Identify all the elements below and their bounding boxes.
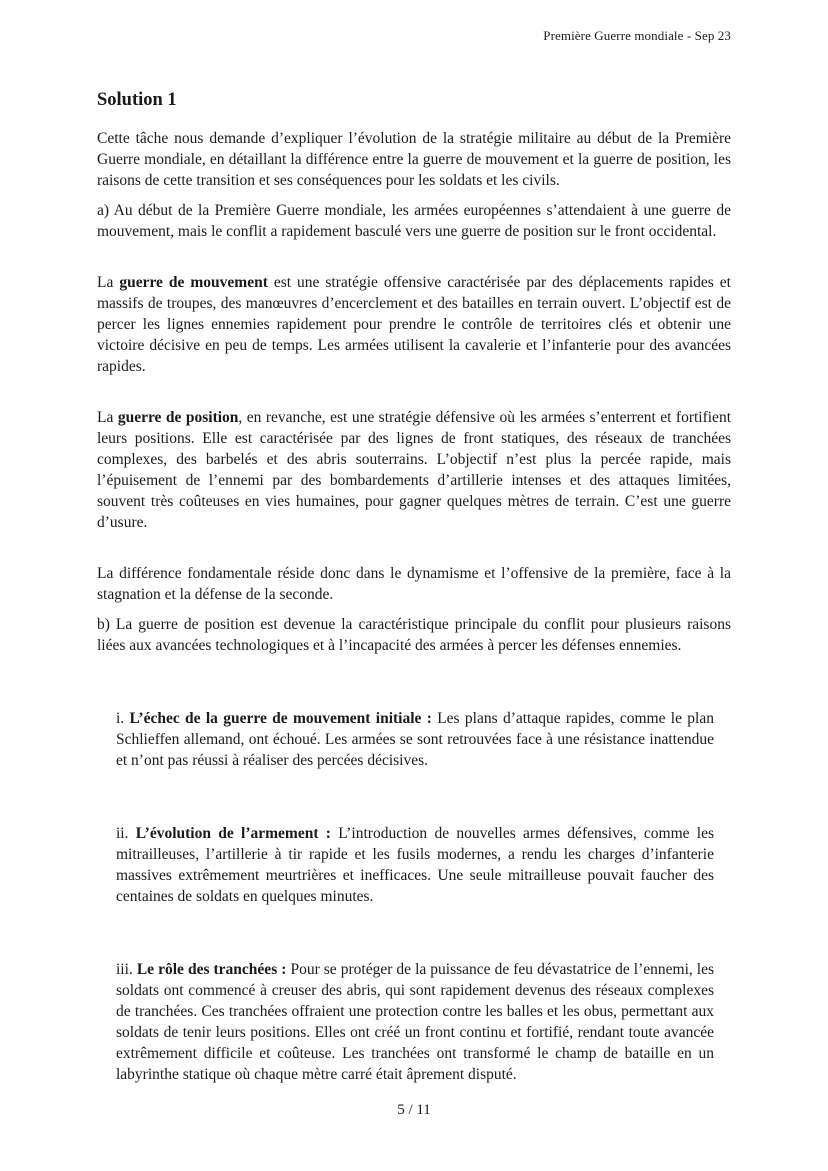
paragraph-guerre-de-mouvement [97,272,731,377]
text-segment: La [97,274,120,291]
header-running-title: Première Guerre mondiale - Sep 23 [543,28,731,43]
paragraph-part-b-intro [97,614,731,656]
text-segment: est une stratégie offensive caractérisée par des déplacements rapides et massifs de troupes, des manœuvres d’encerclement et des batailles en terrain ouvert. L’objectif est de percer les lignes ennemies rapidement pour prendre le contrôle de territoires clés et obtenir une victoire décisive en peu de temps. Les armées utilisent la cavalerie et l’infanterie pour des avancées rapides. [97,274,731,375]
page-footer [0,1102,828,1119]
list-item-echec-guerre-mouvement [116,708,714,771]
page-number: 5 / 11 [397,1102,431,1118]
text-segment: b) La guerre de position est devenue la caractéristique principale du conflit pour plusieurs raisons liées aux avancées technologiques et à l’incapacité des armées à percer les défenses ennemies. [97,616,731,654]
list-marker: iii. [116,961,137,978]
bold-term-guerre-de-position: guerre de position [117,409,239,426]
list-item-role-tranchees [116,959,714,1085]
text-segment: Pour se protéger de la puissance de feu dévastatrice de l’ennemi, les soldats ont commencé à creuser des abris, qui sont rapidement devenus des réseaux complexes de tranchées. Ces tranchées offraient une protection contre les balles et les obus, permettant aux soldats de tenir leurs positions. Elles ont créé un front continu et fortifié, rendant toute avancée extrêmement difficile et coûteuse. Les tranchées ont transformé le champ de bataille en un labyrinthe statique où chaque mètre carré était âprement disputé. [116,961,715,1083]
paragraph-guerre-de-position [97,407,731,533]
page-header [97,28,731,44]
bold-list-heading: L’évolution de l’armement : [135,825,331,842]
page-body [97,90,731,1085]
paragraph-difference-fondamentale [97,563,731,605]
bold-list-heading: L’échec de la guerre de mouvement initiale : [129,710,432,727]
bold-list-heading: Le rôle des tranchées : [136,961,287,978]
text-segment: L’introduction de nouvelles armes défensives, comme les mitrailleuses, l’artillerie à tir rapide et les fusils modernes, a rendu les charges d’infanterie massives extrêmement meurtrières et inefficaces. Une seule mitrailleuse pouvait faucher des centaines de soldats en quelques minutes. [116,825,714,905]
paragraph-task-summary [97,128,731,191]
text-segment: , en revanche, est une stratégie défensive où les armées s’enterrent et fortifient leurs positions. Elle est caractérisée par des lignes de front statiques, des réseaux de tranchées complexes, des barbelés et des abris souterrains. L’objectif n’est plus la percée rapide, mais l’épuisement de l’ennemi par des bombardements d’artillerie intenses et des attaques limitées, souvent très coûteuses en vies humaines, pour gagner quelques mètres de terrain. C’est une guerre d’usure. [97,409,731,531]
text-segment: La [97,409,118,426]
text-segment: a) Au début de la Première Guerre mondiale, les armées européennes s’attendaient à une guerre de mouvement, mais le conflit a rapidement basculé vers une guerre de position sur le front occidental. [97,202,731,240]
text-segment: La différence fondamentale réside donc dans le dynamisme et l’offensive de la première, face à la stagnation et la défense de la seconde. [97,565,731,603]
text-segment: Cette tâche nous demande d’expliquer l’évolution de la stratégie militaire au début de la Première Guerre mondiale, en détaillant la différence entre la guerre de mouvement et la guerre de position, les raisons de cette transition et ses conséquences pour les soldats et les civils. [97,130,731,189]
bold-term-guerre-de-mouvement: guerre de mouvement [119,274,268,291]
list-marker: ii. [116,825,136,842]
text-segment: Les plans d’attaque rapides, comme le plan Schlieffen allemand, ont échoué. Les armées se sont retrouvées face à une résistance inattendue et n’ont pas réussi à réaliser des percées décisives. [116,710,714,769]
list-marker: i. [116,710,130,727]
list-item-evolution-armement [116,823,714,907]
paragraph-part-a-intro [97,200,731,242]
solution-title: Solution 1 [97,90,177,110]
